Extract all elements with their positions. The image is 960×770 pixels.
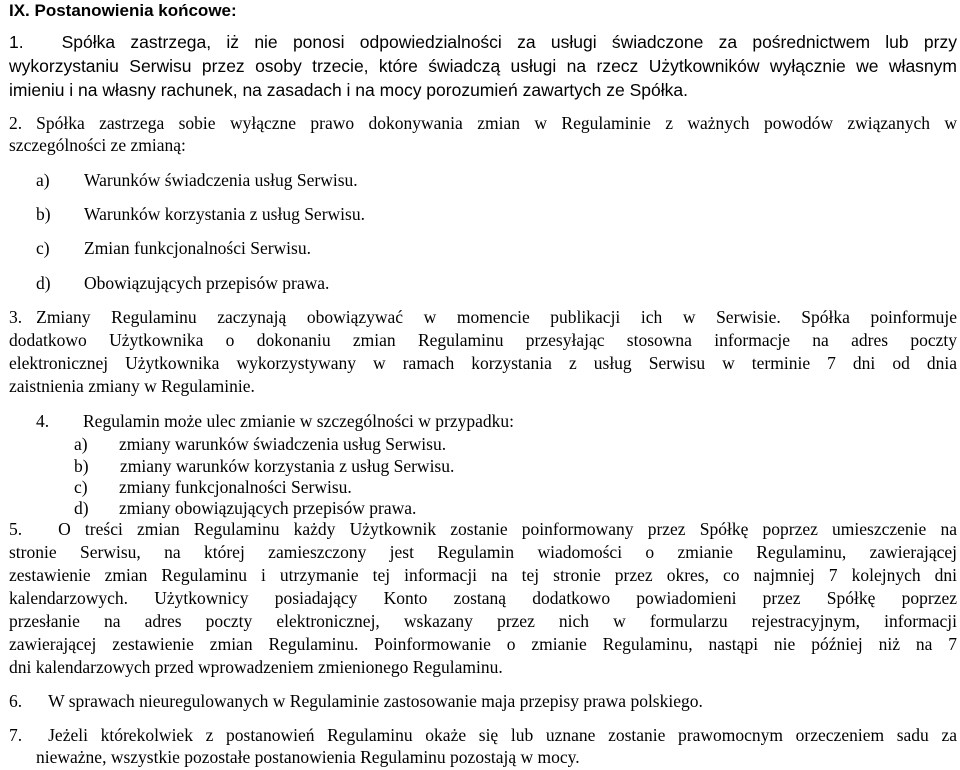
list-item-text: Obowiązujących przepisów prawa. — [84, 273, 330, 293]
paragraph-1-line-1: Spółka zastrzega, iż nie ponosi odpowiedzialności za usługi świadczone za pośrednictwem lub przy — [61, 32, 957, 52]
paragraph-6-number: 6. — [9, 691, 23, 711]
paragraph-3-number: 3. — [9, 307, 23, 327]
paragraph-5-line-5: przesłanie na adres poczty elektronicznej, wskazany przez nich w formularzu rejestracyjnym, informacji — [9, 611, 957, 631]
paragraph-5-line-2: stronie Serwisu, na której zamieszczony jest Regulamin wiadomości o zmianie Regulaminu, zawierającej — [9, 542, 957, 562]
list-item-letter: a) — [74, 434, 88, 454]
list-item-text: Warunków świadczenia usług Serwisu. — [84, 170, 358, 190]
paragraph-4-number: 4. — [36, 411, 50, 431]
section-heading: IX. Postanowienia końcowe: — [9, 1, 237, 20]
list-item-letter: b) — [74, 456, 89, 476]
list-item-text: zmiany funkcjonalności Serwisu. — [119, 477, 352, 497]
paragraph-3-line-3: elektronicznej Użytkownika wykorzystywany w ramach korzystania z usług Serwisu w terminie 7 dni od dnia — [9, 353, 957, 373]
paragraph-5-line-7: dni kalendarzowych przed wprowadzeniem zmienionego Regulaminu. — [9, 657, 503, 677]
list-item-text: zmiany warunków świadczenia usług Serwisu. — [119, 434, 447, 454]
list-item-text: zmiany obowiązujących przepisów prawa. — [119, 498, 417, 518]
list-item-letter: d) — [74, 498, 89, 518]
paragraph-7-number: 7. — [9, 725, 23, 745]
paragraph-1-line-2: wykorzystaniu Serwisu przez osoby trzecie, które świadczą usługi na rzecz Użytkowników wyłącznie we własnym — [9, 56, 957, 76]
list-item-text: Warunków korzystania z usług Serwisu. — [84, 204, 365, 224]
paragraph-5-line-6: zawierającej zestawienie zmian Regulaminu. Poinformowanie o zmianie Regulaminu, nastąpi nie później niż na 7 — [9, 634, 957, 654]
list-item-text: Zmian funkcjonalności Serwisu. — [84, 238, 311, 258]
paragraph-7-line-1: Jeżeli którekolwiek z postanowień Regulaminu okaże się lub uznane zostanie prawomocnym orzeczeniem sadu za — [48, 725, 957, 745]
paragraph-3-line-2: dodatkowo Użytkownika o dokonaniu zmian Regulaminu przesyłając stosowna informacje na adres poczty — [9, 330, 957, 350]
paragraph-1-number: 1. — [9, 32, 24, 52]
paragraph-4-text: Regulamin może ulec zmianie w szczególności w przypadku: — [83, 411, 515, 431]
list-item-letter: c) — [74, 477, 88, 497]
paragraph-2-number: 2. — [9, 113, 23, 133]
paragraph-5-line-3: zestawienie zmian Regulaminu i utrzymanie tej informacji na tej stronie przez okres, co najmniej 7 kolejnych dni — [9, 565, 957, 585]
list-item-letter: d) — [36, 273, 51, 293]
list-item-letter: c) — [36, 238, 50, 258]
paragraph-2-line-2: szczególności ze zmianą: — [9, 135, 186, 155]
list-item-letter: b) — [36, 204, 51, 224]
list-item-letter: a) — [36, 170, 50, 190]
paragraph-2-line-1: Spółka zastrzega sobie wyłączne prawo dokonywania zmian w Regulaminie z ważnych powodów związanych w — [36, 113, 957, 133]
paragraph-5-line-1: O treści zmian Regulaminu każdy Użytkownik zostanie poinformowany przez Spółkę poprzez umieszczenie na — [58, 519, 957, 539]
paragraph-1-line-3: imieniu i na własny rachunek, na zasadach i na mocy porozumień zawartych ze Spółka. — [9, 80, 688, 100]
paragraph-7-line-2: nieważne, wszystkie pozostałe postanowienia Regulaminu pozostają w mocy. — [36, 747, 580, 767]
paragraph-3-line-1: Zmiany Regulaminu zaczynają obowiązywać w momencie publikacji ich w Serwisie. Spółka poinformuje — [36, 307, 957, 327]
paragraph-3-line-4: zaistnienia zmiany w Regulaminie. — [9, 376, 255, 396]
list-item-text: zmiany warunków korzystania z usług Serwisu. — [120, 456, 455, 476]
paragraph-6-text: W sprawach nieuregulowanych w Regulaminie zastosowanie maja przepisy prawa polskiego. — [48, 691, 703, 711]
paragraph-5-number: 5. — [9, 519, 23, 539]
paragraph-5-line-4: kalendarzowych. Użytkownicy posiadający Konto zostaną dodatkowo powiadomieni przez Spółkę poprzez — [9, 588, 957, 608]
